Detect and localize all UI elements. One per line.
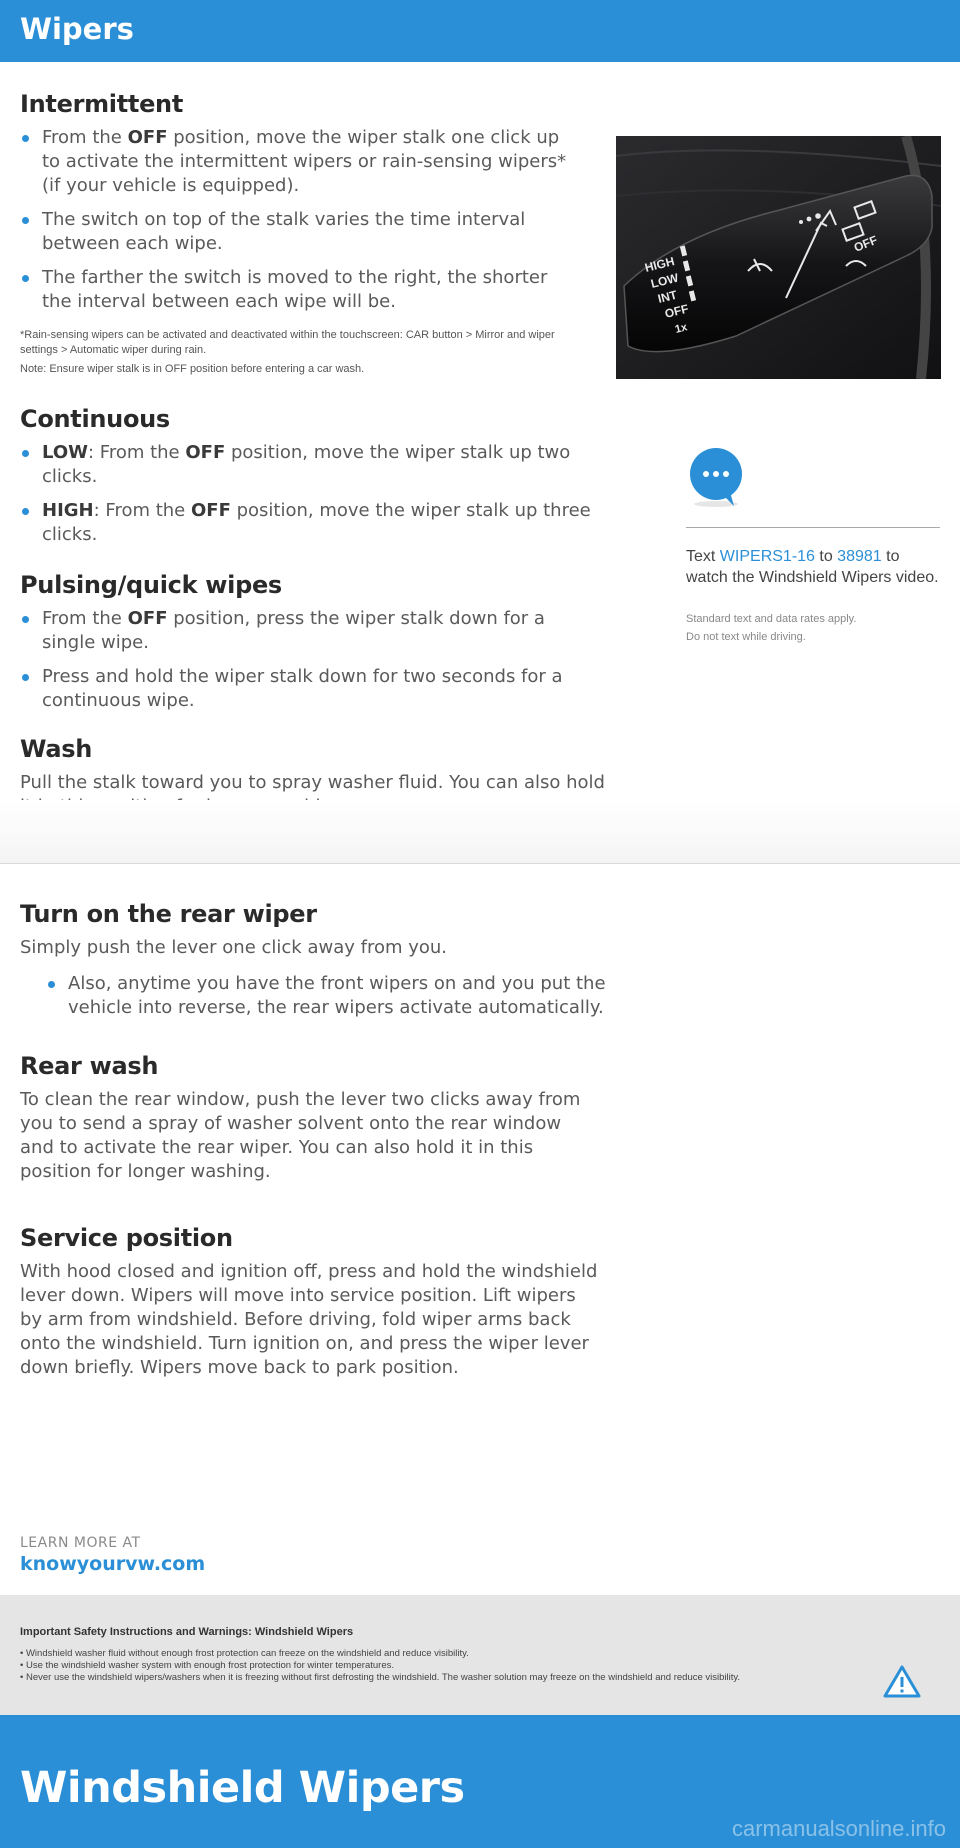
continuous-list xyxy=(20,441,620,547)
learn-more-label: LEARN MORE AT xyxy=(20,1535,141,1551)
footnote-car-wash: Note: Ensure wiper stalk is in OFF position before entering a car wash. xyxy=(20,363,365,375)
rear-wiper-section xyxy=(20,900,620,1020)
rear-wash-section xyxy=(20,1052,600,1184)
bullet-icon xyxy=(48,981,55,988)
bullet-icon xyxy=(22,275,29,282)
promo-disclaimer: Standard text and data rates apply. Do not text while driving. xyxy=(686,613,857,643)
wash-body: Pull the stalk toward you to spray washer fluid. You can also hold xyxy=(20,772,605,793)
rear-wash-heading: Rear wash xyxy=(20,1052,159,1080)
service-heading: Service position xyxy=(20,1224,233,1252)
bullet-icon xyxy=(22,616,29,623)
safety-warnings xyxy=(0,1595,960,1715)
pulsing-list xyxy=(20,607,600,713)
footer-title: Windshield Wipers xyxy=(20,1763,465,1813)
intermittent-heading: Intermittent xyxy=(20,90,184,118)
intermittent-section xyxy=(20,90,580,377)
list-item: The farther the switch is moved to the right, the shorter the interval between each wipe will be. xyxy=(20,266,580,314)
lower-content xyxy=(20,900,620,1380)
list-item: Also, anytime you have the front wipers on and you put the vehicle into reverse, the rear wipers activate automatically. xyxy=(46,972,606,1020)
stalk-label-off: OFF xyxy=(663,301,691,321)
learn-more-link[interactable]: knowyourvw.com xyxy=(20,1553,206,1575)
stalk-label-off-right: OFF xyxy=(851,232,880,255)
rear-wiper-heading: Turn on the rear wiper xyxy=(20,900,317,928)
watermark-text: carmanualsonline.info xyxy=(731,1816,946,1841)
continuous-section xyxy=(20,405,620,547)
pulsing-section xyxy=(20,571,600,713)
rear-wiper-list xyxy=(20,972,606,1020)
chat-bubble-icon xyxy=(686,446,746,510)
list-item: The switch on top of the stalk varies the time interval between each wipe. xyxy=(20,208,580,256)
rear-wiper-body: Simply push the lever one click away from you. xyxy=(20,937,448,958)
footer-bar xyxy=(0,1715,960,1848)
list-item: • Never use the windshield wipers/washers when it is freezing without first defrosting the windshield. The washer solution may freeze on the windshield and reduce visibility. xyxy=(20,1672,741,1683)
bullet-icon xyxy=(22,450,29,457)
stalk-label-1x: 1x xyxy=(673,321,689,336)
bullet-icon xyxy=(22,674,29,681)
list-item: From the OFF position, press the wiper stalk down for a single wipe. xyxy=(20,607,600,655)
bullet-icon xyxy=(22,508,29,515)
pulsing-heading: Pulsing/quick wipes xyxy=(20,571,282,599)
service-body: With hood closed and ignition off, press and hold the windshield lever down. Wipers will move into service position. Lift wipers by arm from windshield. Before driving, fold wiper arms back onto the windshield. Turn ignition on, and press the wiper lever down briefly. Wipers move back to park position. xyxy=(20,1261,598,1378)
section-divider xyxy=(0,863,960,864)
bullet-icon xyxy=(22,217,29,224)
list-item: • Windshield washer fluid without enough frost protection can freeze on the windshield and reduce visibility. xyxy=(20,1648,469,1659)
list-item: • Use the windshield washer system with enough frost protection for winter temperatures. xyxy=(20,1660,394,1671)
wiper-stalk-photo xyxy=(616,136,941,379)
warning-triangle-icon xyxy=(882,1664,922,1700)
footnote-rain-sensing: *Rain-sensing wipers can be activated and deactivated within the touchscreen: CAR button > Mirror and wiper settings > Automatic wiper during rain. xyxy=(20,329,555,356)
safety-list xyxy=(20,1648,860,1684)
promo-text: Text WIPERS1-16 to 38981 to watch the Windshield Wipers video. xyxy=(686,548,939,586)
page-title: Wipers xyxy=(20,12,134,46)
list-item: LOW: From the OFF position, move the wiper stalk up two clicks. xyxy=(20,441,620,489)
stalk-label-low: LOW xyxy=(649,270,680,291)
continuous-heading: Continuous xyxy=(20,405,170,433)
list-item: From the OFF position, move the wiper stalk one click up to activate the intermittent wipers or rain-sensing wipers* (if your vehicle is equipped). xyxy=(20,126,580,198)
service-section xyxy=(20,1224,600,1380)
wiper-stalk-illustration xyxy=(616,136,941,379)
section-shade xyxy=(0,800,960,864)
promo-divider xyxy=(686,527,940,528)
wash-heading: Wash xyxy=(20,735,92,763)
promo-code: WIPERS1-16 xyxy=(719,548,815,565)
intermittent-list xyxy=(20,126,580,314)
promo-number: 38981 xyxy=(837,548,882,565)
stalk-label-int: INT xyxy=(656,287,679,306)
list-item: Press and hold the wiper stalk down for two seconds for a continuous wipe. xyxy=(20,665,600,713)
main-content xyxy=(20,90,620,819)
safety-title: Important Safety Instructions and Warnings: Windshield Wipers xyxy=(20,1626,354,1638)
learn-more xyxy=(20,1535,205,1575)
header-bar xyxy=(0,0,960,62)
stalk-label-high: HIGH xyxy=(643,254,676,275)
bullet-icon xyxy=(22,135,29,142)
rear-wash-body: To clean the rear window, push the lever two clicks away from you to send a spray of washer solvent onto the rear window and to activate the rear wiper. You can also hold it in this position for longer washing. xyxy=(20,1089,581,1182)
list-item: HIGH: From the OFF position, move the wiper stalk up three clicks. xyxy=(20,499,602,547)
